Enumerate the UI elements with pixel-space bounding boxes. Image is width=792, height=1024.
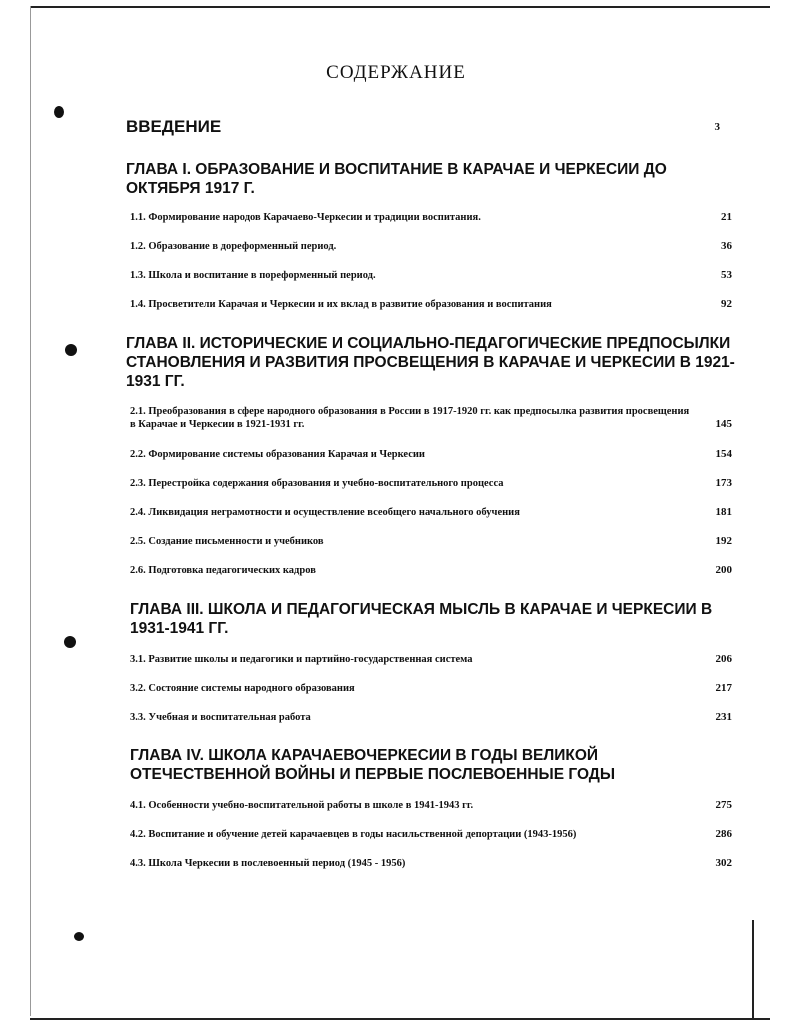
toc-entry-page: 173 <box>715 477 732 489</box>
toc-entry-title: 3.3. Учебная и воспитательная работа <box>130 712 311 723</box>
punch-hole-mark <box>54 106 64 118</box>
toc-entry-title: 2.1. Преобразования в сфере народного образования в России в 1917-1920 гг. как предпосылка развития просвещения в Карачае и Черкесии в 1921-1931 гг. <box>130 406 690 430</box>
scan-border-top <box>30 6 770 8</box>
toc-entry-title: 4.3. Школа Черкесии в послевоенный период (1945 - 1956) <box>130 858 406 869</box>
toc-entry-page: 21 <box>721 211 732 223</box>
toc-entry <box>130 506 732 519</box>
chapter-1-heading: ГЛАВА I. ОБРАЗОВАНИЕ И ВОСПИТАНИЕ В КАРАЧАЕ И ЧЕРКЕСИИ ДО ОКТЯБРЯ 1917 Г. <box>126 161 667 197</box>
chapter-2-heading: ГЛАВА II. ИСТОРИЧЕСКИЕ И СОЦИАЛЬНО-ПЕДАГОГИЧЕСКИЕ ПРЕДПОСЫЛКИ СТАНОВЛЕНИЯ И РАЗВИТИЯ ПРОСВЕЩЕНИЯ В КАРАЧАЕ И ЧЕРКЕСИИ В 1921-1931 ГГ. <box>126 335 735 390</box>
chapter-4-heading: ГЛАВА IV. ШКОЛА КАРАЧАЕВОЧЕРКЕСИИ В ГОДЫ ВЕЛИКОЙ ОТЕЧЕСТВЕННОЙ ВОЙНЫ И ПЕРВЫЕ ПОСЛЕВОЕННЫЕ ГОДЫ <box>130 747 616 783</box>
toc-entry <box>130 711 732 724</box>
toc-entry-page: 53 <box>721 269 732 281</box>
toc-entry <box>130 682 732 695</box>
toc-entry <box>130 298 732 311</box>
toc-entry-page: 206 <box>715 653 732 665</box>
toc-entry <box>130 269 732 282</box>
toc-entry-page: 154 <box>715 448 732 460</box>
toc-entry <box>130 211 732 224</box>
toc-entry-title: 3.1. Развитие школы и педагогики и партийно-государственная система <box>130 654 473 665</box>
toc-entry-page: 181 <box>715 506 732 518</box>
toc-entry-title: 2.6. Подготовка педагогических кадров <box>130 565 316 576</box>
toc-entry-page: 275 <box>715 799 732 811</box>
toc-entry-page: 36 <box>721 240 732 252</box>
toc-entry-title: 2.4. Ликвидация неграмотности и осуществление всеобщего начального обучения <box>130 507 520 518</box>
intro-heading: ВВЕДЕНИЕ <box>126 117 222 136</box>
chapter-3-heading: ГЛАВА III. ШКОЛА И ПЕДАГОГИЧЕСКАЯ МЫСЛЬ В КАРАЧАЕ И ЧЕРКЕСИИ В 1931-1941 ГГ. <box>130 601 713 637</box>
intro-page-number: 3 <box>714 121 720 133</box>
toc-entry-page: 217 <box>715 682 732 694</box>
toc-entry-title: 2.3. Перестройка содержания образования и учебно-воспитательного процесса <box>130 478 504 489</box>
toc-entry-title: 3.2. Состояние системы народного образования <box>130 683 355 694</box>
toc-entry <box>130 448 732 461</box>
toc-entry <box>130 535 732 548</box>
toc-entry <box>130 857 732 870</box>
toc-entry <box>130 564 732 577</box>
scan-border-bottom <box>30 1018 770 1020</box>
toc-entry-title: 1.1. Формирование народов Карачаево-Черкесии и традиции воспитания. <box>130 212 481 223</box>
toc-entry <box>130 799 732 812</box>
toc-entry <box>130 240 732 253</box>
toc-entry-page: 200 <box>715 564 732 576</box>
punch-hole-mark <box>65 344 77 356</box>
toc-entry-page: 145 <box>715 418 732 430</box>
toc-entry <box>130 653 732 666</box>
toc-entry-title: 2.2. Формирование системы образования Карачая и Черкесии <box>130 449 425 460</box>
toc-entry <box>130 405 732 431</box>
toc-entry-title: 1.3. Школа и воспитание в пореформенный период. <box>130 270 376 281</box>
toc-entry-title: 4.2. Воспитание и обучение детей карачаевцев в годы насильственной депортации (1943-1956) <box>130 829 577 840</box>
toc-entry-page: 192 <box>715 535 732 547</box>
toc-entry <box>130 477 732 490</box>
scan-border-left <box>30 6 31 1016</box>
toc-entry-title: 4.1. Особенности учебно-воспитательной работы в школе в 1941-1943 гг. <box>130 800 474 811</box>
toc-entry-page: 302 <box>715 857 732 869</box>
toc-entry-title: 1.4. Просветители Карачая и Черкесии и их вклад в развитие образования и воспитания <box>130 299 552 310</box>
toc-entry-title: 2.5. Создание письменности и учебников <box>130 536 324 547</box>
toc-entry-page: 286 <box>715 828 732 840</box>
toc-entry-title: 1.2. Образование в дореформенный период. <box>130 241 337 252</box>
page-title: СОДЕРЖАНИЕ <box>326 62 466 83</box>
toc-entry-page: 92 <box>721 298 732 310</box>
punch-hole-mark <box>74 932 84 941</box>
scan-border-right <box>752 920 754 1020</box>
punch-hole-mark <box>64 636 76 648</box>
toc-entry <box>130 828 732 841</box>
toc-entry-page: 231 <box>715 711 732 723</box>
